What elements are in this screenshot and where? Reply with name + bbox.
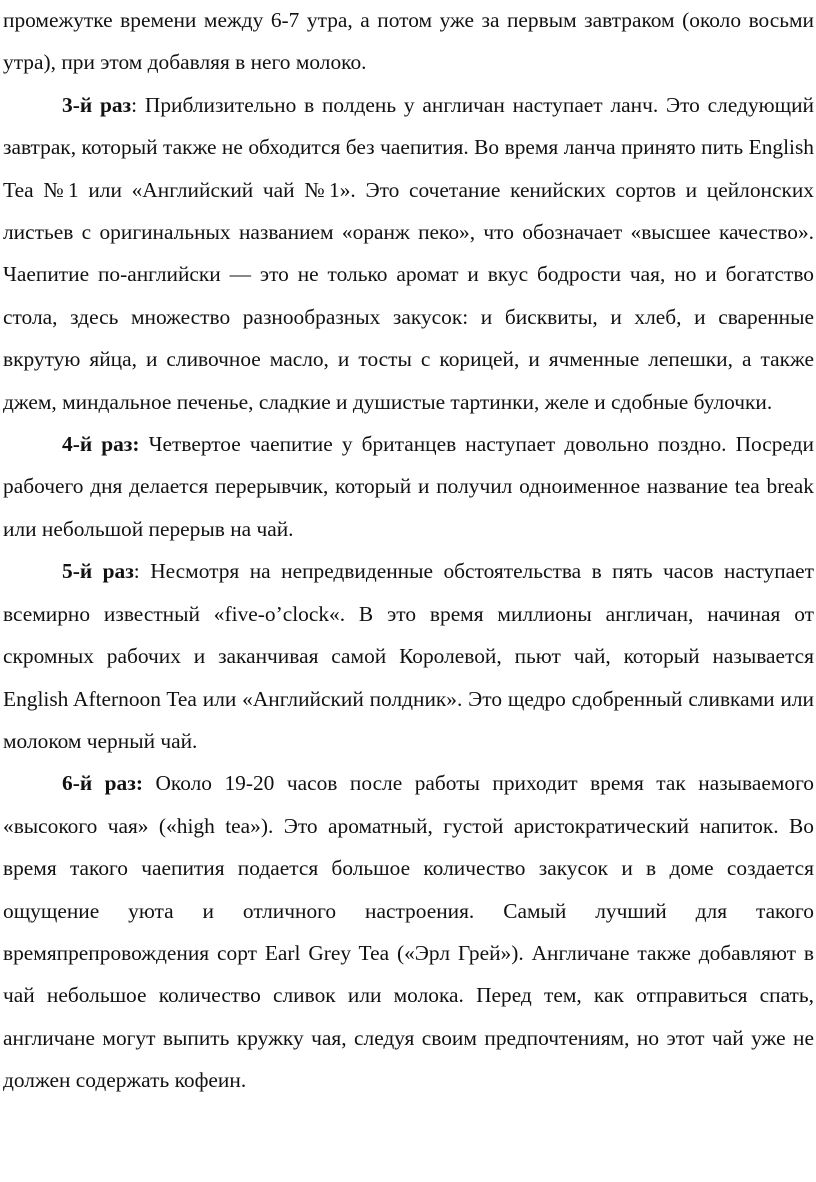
paragraph-text: : Приблизительно в полдень у англичан наступает ланч. Это следующий завтрак, который также не обходится без чаепития. Во время ланча принято пить English Tea №1 или «Английский чай №1». Это сочетание кенийских сортов и цейлонских листьев с оригинальных названием «оранж пеко», что обозначает «высшее качество». Чаепитие по-английски — это не только аромат и вкус бодрости чая, но и богатство стола, здесь множество разнообразных закусок: и бисквиты, и хлеб, и сваренные вкрутую яйца, и сливочное масло, и тосты с корицей, и ячменные лепешки, а также джем, миндальное печенье, сладкие и душистые тартинки, желе и сдобные булочки. xyxy=(3,92,814,414)
paragraph-text: промежутке времени между 6-7 утра, а потом уже за первым завтраком (около восьми утра), при этом добавляя в него молоко. xyxy=(3,8,814,75)
paragraph-text: Четвертое чаепитие у британцев наступает довольно поздно. Посреди рабочего дня делается перерывчик, который и получил одноименное название tea break или небольшой перерыв на чай. xyxy=(3,432,814,541)
document-page xyxy=(3,0,814,1102)
paragraph-label: 4-й раз: xyxy=(62,432,140,457)
paragraph-continuation xyxy=(3,0,814,84)
paragraph-fifth-time xyxy=(3,550,814,762)
paragraph-text: : Несмотря на непредвиденные обстоятельства в пять часов наступает всемирно известный «five-o’clock«. В это время миллионы англичан, начиная от скромных рабочих и заканчивая самой Королевой, пьют чай, который называется English Afternoon Tea или «Английский полдник». Это щедро сдобренный сливками или молоком черный чай. xyxy=(3,559,814,753)
paragraph-fourth-time xyxy=(3,423,814,550)
paragraph-text: Около 19-20 часов после работы приходит время так называемого «высокого чая» («high tea»). Это ароматный, густой аристократический напиток. Во время такого чаепития подается большое количество закусок и в доме создается ощущение уюта и отличного настроения. Самый лучший для такого времяпрепровождения сорт Earl Grey Tea («Эрл Грей»). Англичане также добавляют в чай небольшое количество сливок или молока. Перед тем, как отправиться спать, англичане могут выпить кружку чая, следуя своим предпочтениям, но этот чай уже не должен содержать кофеин. xyxy=(3,771,814,1093)
paragraph-sixth-time xyxy=(3,762,814,1101)
paragraph-third-time xyxy=(3,84,814,423)
paragraph-label: 3-й раз xyxy=(62,92,132,117)
paragraph-label: 5-й раз xyxy=(62,559,134,584)
paragraph-label: 6-й раз: xyxy=(62,771,143,796)
